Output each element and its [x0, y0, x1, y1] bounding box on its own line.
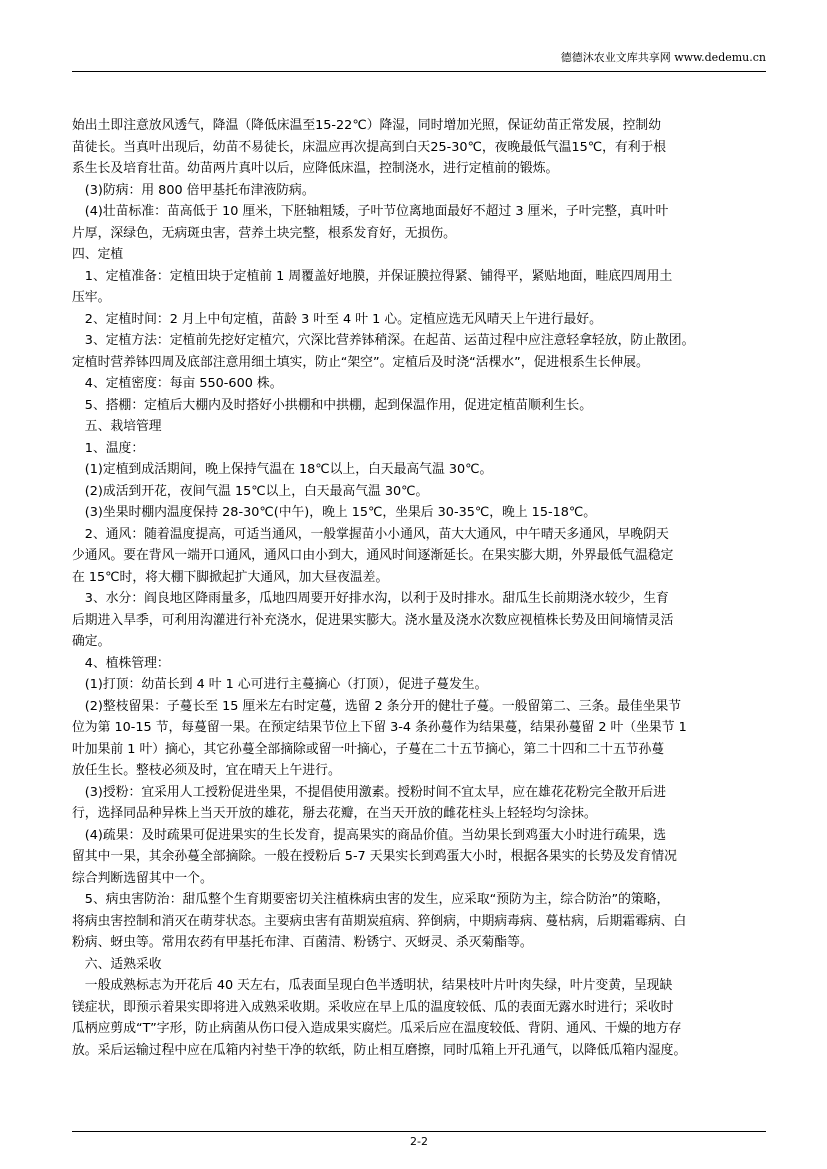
- text-line: 5、搭棚：定植后大棚内及时搭好小拱棚和中拱棚，起到保温作用，促进定植苗顺利生长。: [72, 397, 593, 413]
- text-line: 镁症状，即预示着果实即将进入成熟采收期。采收应在早上瓜的温度较低、瓜的表面无露水时进行；采收时: [72, 999, 674, 1015]
- text-line: 四、定植: [72, 247, 124, 262]
- page-header: 德德沐农业文库共享网 www.dedemu.cn: [560, 51, 766, 64]
- text-line: 五、栽培管理: [72, 419, 162, 434]
- text-line: 2、定植时间：2 月上中旬定植，苗龄 3 叶至 4 叶 1 心。定植应选无风晴天上午进行最好。: [72, 311, 602, 327]
- text-line: (3)坐果时棚内温度保持 28-30℃(中午)，晚上 15℃，坐果后 30-35℃，晚上 15-18℃。: [72, 505, 597, 520]
- text-line: 后期进入旱季，可利用沟灌进行补充浇水，促进果实膨大。浇水量及浇水次数应视植株长势及田间墒情灵活: [72, 612, 674, 628]
- text-line: 5、病虫害防治：甜瓜整个生育期要密切关注植株病虫害的发生，应采取“预防为主，综合防治”的策略，: [72, 892, 670, 907]
- text-line: 叶加果前 1 叶）摘心，其它孙蔓全部摘除或留一叶摘心，子蔓在二十五节摘心，第二十四和二十五节孙蔓: [72, 741, 665, 757]
- text-line: 3、定植方法：定植前先挖好定植穴，穴深比营养钵稍深。在起苗、运苗过程中应注意轻拿轻放，防止散团。: [72, 333, 695, 348]
- text-line: (2)成活到开花，夜间气温 15℃以上，白天最高气温 30℃。: [72, 483, 429, 499]
- header-divider: [72, 71, 766, 72]
- text-line: 粉病、蚜虫等。常用农药有甲基托布津、百菌清、粉锈宁、灭蚜灵、杀灭菊酯等。: [72, 935, 533, 950]
- page-number: 2-2: [410, 1135, 428, 1148]
- text-line: 片厚，深绿色，无病斑虫害，营养土块完整，根系发育好，无损伤。: [72, 225, 456, 241]
- text-line: 在 15℃时，将大棚下脚掀起扩大通风，加大昼夜温差。: [72, 569, 389, 585]
- text-line: 2、通风：随着温度提高，可适当通风，一般掌握苗小小通风，苗大大通风，中午晴天多通风，早晚阴天: [72, 526, 669, 542]
- text-line: (4)壮苗标准：苗高低于 10 厘米，下胚轴粗矮，子叶节位离地面最好不超过 3 厘米，子叶完整，真叶叶: [72, 204, 669, 219]
- text-line: (3)防病：用 800 倍甲基托布津液防病。: [72, 182, 315, 198]
- document-body: [72, 115, 766, 1061]
- text-line: (2)整枝留果：子蔓长至 15 厘米左右时定蔓，选留 2 条分开的健壮子蔓。一般留第二、三条。最佳坐果节: [72, 698, 682, 714]
- text-line: 行，选择同品种异株上当天开放的雄花，掰去花瓣，在当天开放的雌花柱头上轻轻均匀涂抹。: [72, 806, 597, 821]
- text-line: 确定。: [72, 634, 111, 649]
- text-line: 定植时营养钵四周及底部注意用细土填实，防止“架空”。定植后及时浇“活棵水”，促进根系生长伸展。: [72, 354, 649, 370]
- text-line: 位为第 10-15 节，每蔓留一果。在预定结果节位上下留 3-4 条孙蔓作为结果蔓，结果孙蔓留 2 叶（坐果节 1: [72, 720, 687, 735]
- text-line: 3、水分：阎良地区降雨量多，瓜地四周要开好排水沟，以利于及时排水。甜瓜生长前期浇水较少，生育: [72, 591, 669, 606]
- body-text: [72, 115, 766, 1061]
- text-line: (4)疏果：及时疏果可促进果实的生长发育，提高果实的商品价值。当幼果长到鸡蛋大小时进行疏果，选: [72, 827, 666, 843]
- text-line: (3)授粉：宜采用人工授粉促进坐果，不提倡使用激素。授粉时间不宜太早，应在雄花花粉完全散开后进: [72, 784, 666, 800]
- text-line: 4、植株管理：: [72, 655, 170, 671]
- text-line: 瓜柄应剪成“T”字形，防止病菌从伤口侵入造成果实腐烂。瓜采后应在温度较低、背阴、通风、干燥的地方存: [72, 1021, 682, 1036]
- text-line: 苗徒长。当真叶出现后，幼苗不易徒长，床温应再次提高到白天25-30℃，夜晚最低气温15℃，有利于根: [72, 139, 667, 155]
- text-line: 留其中一果，其余孙蔓全部摘除。一般在授粉后 5-7 天果实长到鸡蛋大小时，根据各果实的长势及发育情况: [72, 849, 677, 864]
- text-line: (1)定植到成活期间，晚上保持气温在 18℃以上，白天最高气温 30℃。: [72, 462, 493, 477]
- text-line: 1、定植准备：定植田块于定植前 1 周覆盖好地膜，并保证膜拉得紧、铺得平，紧贴地面，畦底四周用土: [72, 268, 673, 284]
- text-line: 一般成熟标志为开花后 40 天左右，瓜表面呈现白色半透明状，结果枝叶片叶肉失绿，叶片变黄，呈现缺: [72, 978, 673, 993]
- text-line: 系生长及培育壮苗。幼苗两片真叶以后，应降低床温，控制浇水，进行定植前的锻炼。: [72, 161, 559, 176]
- text-line: 1、温度：: [72, 440, 145, 456]
- text-line: 4、定植密度：每亩 550-600 株。: [72, 376, 283, 391]
- text-line: 放。采后运输过程中应在瓜箱内衬垫干净的软纸，防止相互磨擦，同时瓜箱上开孔通气，以降低瓜箱内湿度。: [72, 1042, 687, 1058]
- text-line: 综合判断选留其中一个。: [72, 870, 213, 886]
- text-line: 六、适熟采收: [72, 956, 162, 972]
- text-line: 少通风。要在背风一端开口通风，通风口由小到大，通风时间逐渐延长。在果实膨大期，外界最低气温稳定: [72, 548, 674, 563]
- text-line: 放任生长。整枝必须及时，宜在晴天上午进行。: [72, 763, 341, 778]
- text-line: (1)打顶：幼苗长到 4 叶 1 心可进行主蔓摘心（打顶），促进子蔓发生。: [72, 677, 488, 692]
- footer-divider: [72, 1131, 766, 1132]
- text-line: 压牢。: [72, 290, 111, 305]
- text-line: 始出土即注意放风透气，降温（降低床温至15-22℃）降湿，同时增加光照，保证幼苗正常发展，控制幼: [72, 118, 662, 133]
- text-line: 将病虫害控制和消灭在萌芽状态。主要病虫害有苗期炭疽病、猝倒病，中期病毒病、蔓枯病，后期霜霉病、白: [72, 913, 687, 929]
